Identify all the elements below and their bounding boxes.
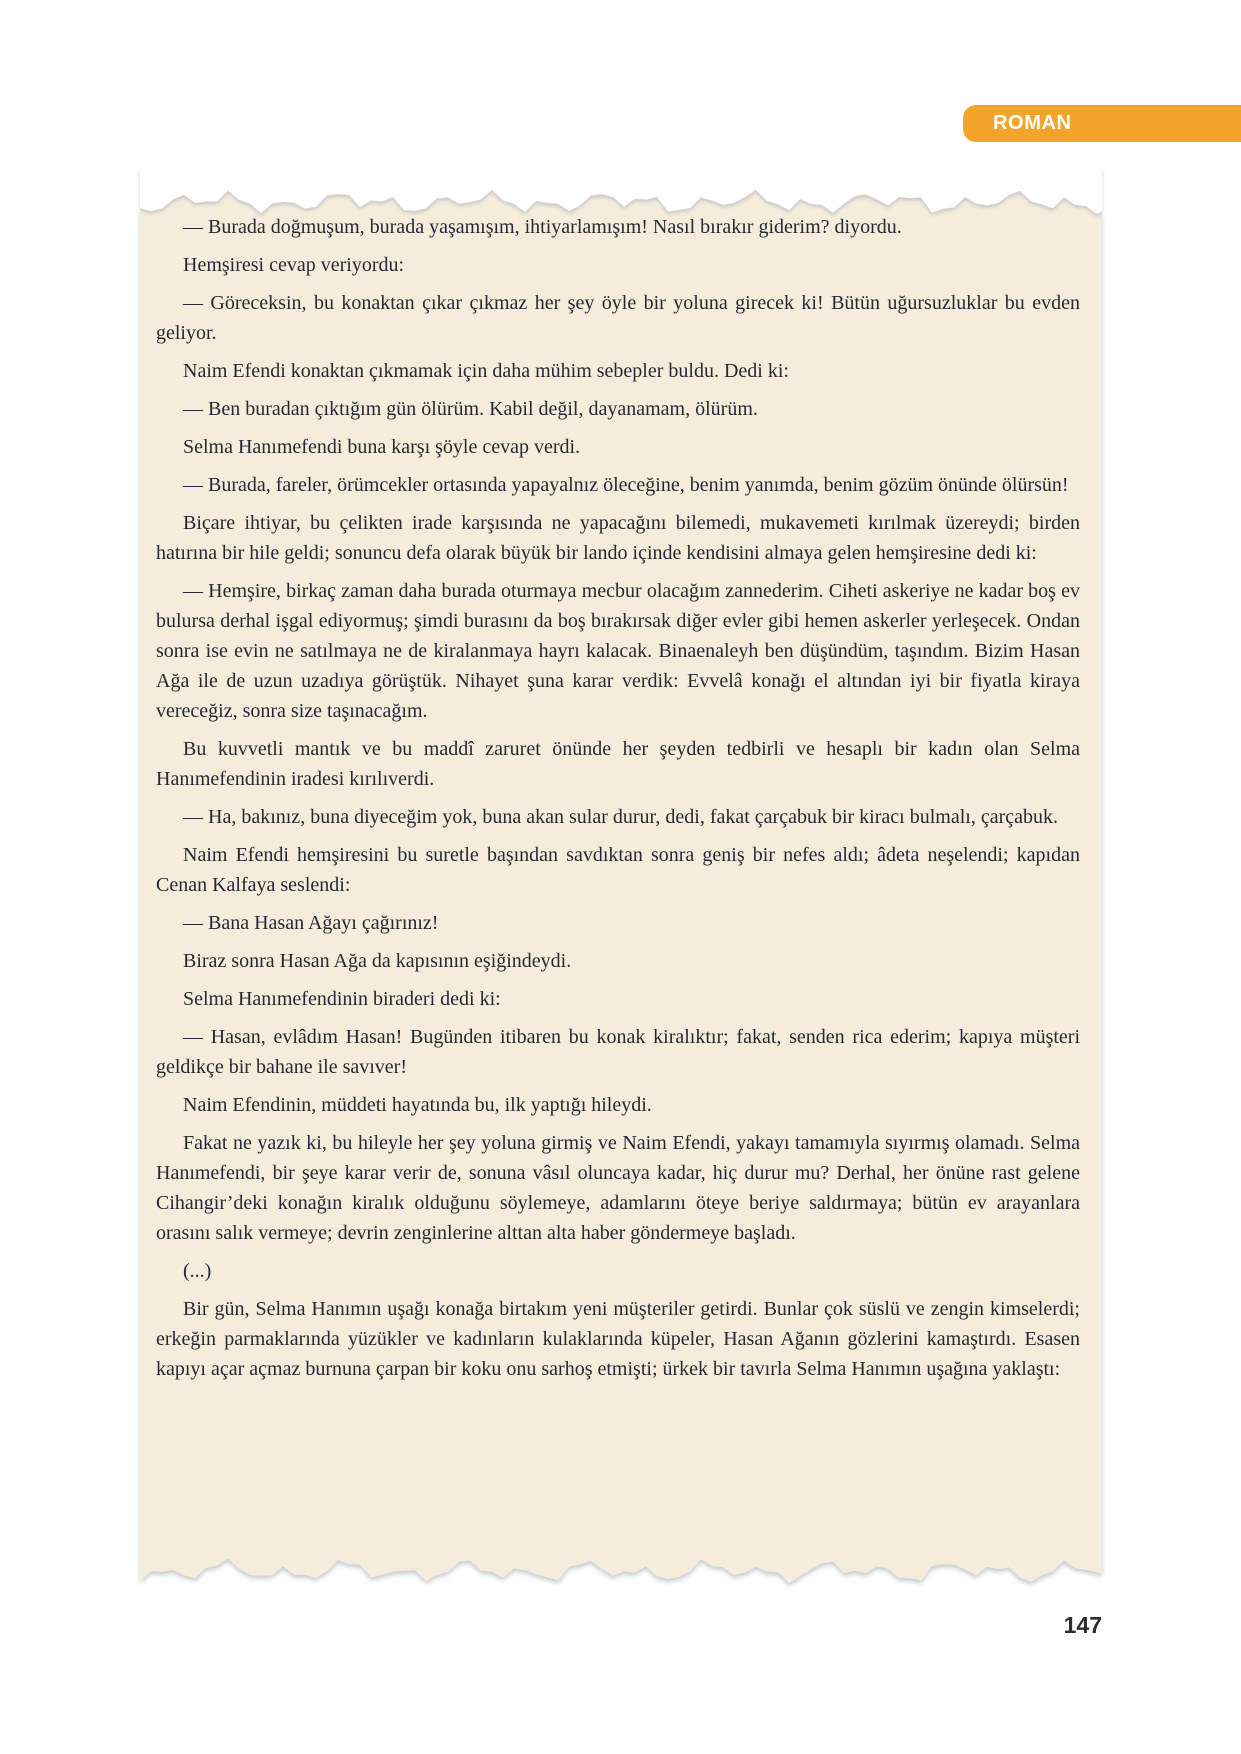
excerpt-paragraph: Biçare ihtiyar, bu çelikten irade karşısında ne yapacağını bilemedi, mukavemeti kırılmak üzereydi; birden hatırına bir hile geldi; sonuncu defa olarak büyük bir lando içinde kendisini almaya gelen hemşiresine dedi ki: [156,512,1080,564]
page-number: 147 [1063,1612,1102,1638]
excerpt-paragraph: Bir gün, Selma Hanımın uşağı konağa birtakım yeni müşteriler getirdi. Bunlar çok süslü ve zengin kimselerdi; erkeğin parmaklarında yüzükler ve kadınların kulaklarında küpeler, Hasan Ağanın gözlerini kamaştırdı. Esasen kapıyı açar açmaz burnuna çarpan bir koku onu sarhoş etmişti; ürkek bir tavırla Selma Hanımın uşağına yaklaştı: [156,1298,1080,1380]
excerpt-paragraph: Naim Efendi hemşiresini bu suretle başından savdıktan sonra geniş bir nefes aldı; âdeta neşelendi; kapıdan Cenan Kalfaya seslendi: [156,844,1080,896]
excerpt-paragraph: Hemşiresi cevap veriyordu: [183,254,405,276]
excerpt-paragraph: — Ha, bakınız, buna diyeceğim yok, buna akan sular durur, dedi, fakat çarçabuk bir kiracı bulmalı, çarçabuk. [183,806,1058,828]
excerpt-paragraph: Naim Efendi konaktan çıkmamak için daha mühim sebepler buldu. Dedi ki: [183,360,789,382]
excerpt-paragraph: Bu kuvvetli mantık ve bu maddî zaruret önünde her şeyden tedbirli ve hesaplı bir kadın olan Selma Hanımefendinin iradesi kırılıverdi. [156,738,1080,790]
excerpt-paragraph: — Bana Hasan Ağayı çağırınız! [183,912,439,934]
excerpt-paragraph: — Burada doğmuşum, burada yaşamışım, ihtiyarlamışım! Nasıl bırakır giderim? diyordu. [183,216,902,238]
torn-paper-panel [140,188,1102,1588]
excerpt-paragraph: — Hasan, evlâdım Hasan! Bugünden itibaren bu konak kiralıktır; fakat, senden rica ederim; kapıya müşteri geldikçe bir bahane ile savıver! [156,1026,1080,1078]
excerpt-paragraph: Fakat ne yazık ki, bu hileyle her şey yoluna girmiş ve Naim Efendi, yakayı tamamıyla sıyırmış olamadı. Selma Hanımefendi, bir şeye karar verir de, sonuna vâsıl oluncaya kadar, hiç durur mu? Derhal, her önüne rast gelene Cihangir’deki konağın kiralık olduğunu söylemeye, adamlarını öteye beriye saldırmaya; bütün ev arayanlara orasını salık vermeye; devrin zenginlerine alttan alta haber göndermeye başladı. [156,1132,1080,1244]
excerpt-paragraph: (...) [183,1260,212,1282]
excerpt-paragraph: Selma Hanımefendi buna karşı şöyle cevap verdi. [183,436,581,458]
chapter-badge [963,105,1241,142]
excerpt-text [156,212,1080,1392]
excerpt-paragraph: Selma Hanımefendinin biraderi dedi ki: [183,988,501,1010]
excerpt-paragraph: Naim Efendinin, müddeti hayatında bu, ilk yaptığı hileydi. [183,1094,652,1116]
excerpt-paragraph: Biraz sonra Hasan Ağa da kapısının eşiğindeydi. [183,950,572,972]
excerpt-paragraph: — Hemşire, birkaç zaman daha burada oturmaya mecbur olacağım zannederim. Ciheti askeriye ne kadar boş ev bulursa derhal işgal ediyormuş; şimdi burasını da boş bırakırsak diğer evler gibi hemen askerler yerleşecek. Ondan sonra ise evin ne satılmaya ne de kiralanmaya hayrı kalacak. Binaenaleyh ben düşündüm, taşındım. Bizim Hasan Ağa ile de uzun uzadıya görüştük. Nihayet şuna karar verdik: Evvelâ konağı el altından iyi bir fiyatla kiraya vereceğiz, sonra size taşınacağım. [156,580,1080,722]
excerpt-paragraph: — Ben buradan çıktığım gün ölürüm. Kabil değil, dayanamam, ölürüm. [183,398,758,420]
excerpt-paragraph: — Göreceksin, bu konaktan çıkar çıkmaz her şey öyle bir yoluna girecek ki! Bütün uğursuzluklar bu evden geliyor. [156,292,1080,344]
excerpt-paragraph: — Burada, fareler, örümcekler ortasında yapayalnız öleceğine, benim yanımda, benim gözüm önünde ölürsün! [183,474,1069,496]
chapter-badge-label: ROMAN [993,112,1072,134]
